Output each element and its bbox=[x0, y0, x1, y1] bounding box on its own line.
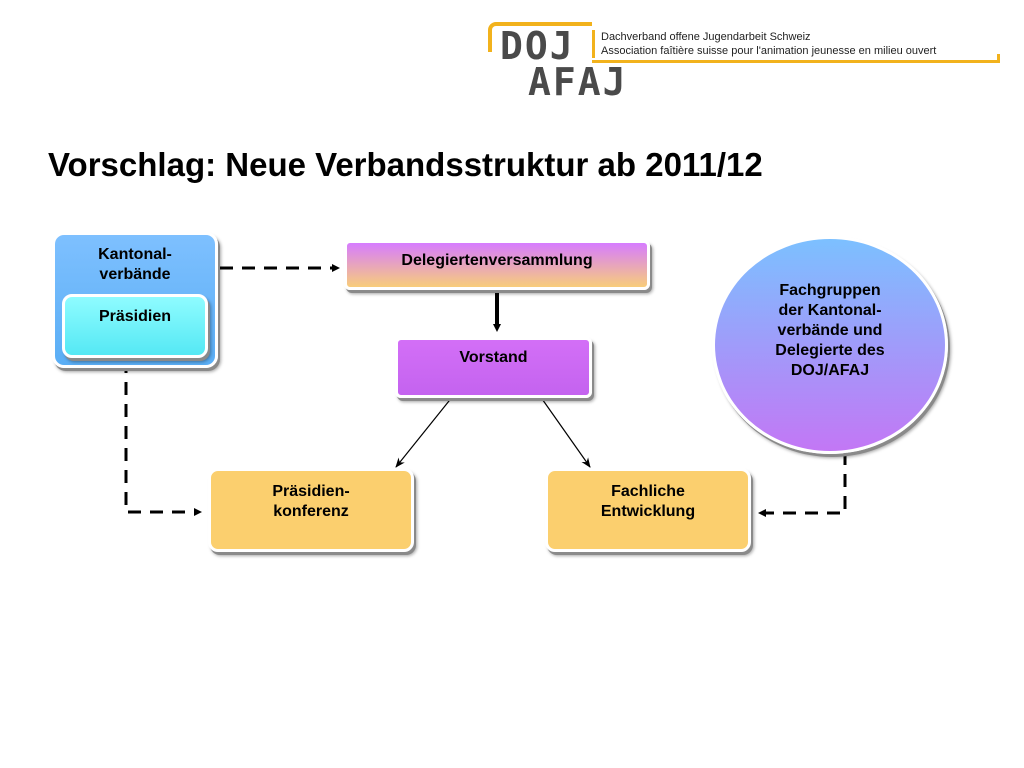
praesidien-box bbox=[62, 294, 208, 358]
praesidienkonferenz-box bbox=[208, 468, 414, 552]
fachgruppen-line-3: verbände und bbox=[777, 322, 883, 339]
delegierten-label: Delegiertenversammlung bbox=[401, 252, 593, 269]
arrow-vorstand-to-praesidienkonferenz bbox=[396, 396, 453, 467]
arrow-vorstand-to-fachliche bbox=[540, 396, 590, 467]
arrow-fachgruppen-to-fachliche bbox=[762, 452, 845, 513]
fachgruppen-line-2: der Kantonal- bbox=[778, 302, 882, 319]
fachgruppen-line-5: DOJ/AFAJ bbox=[790, 362, 870, 379]
vorstand-box bbox=[395, 337, 592, 398]
praesidienkonferenz-line-1: Präsidien- bbox=[272, 483, 350, 500]
fachliche-entwicklung-box bbox=[545, 468, 751, 552]
fachgruppen-line-1: Fachgruppen bbox=[779, 282, 881, 299]
delegiertenversammlung-box bbox=[344, 240, 650, 290]
page-title: Vorschlag: Neue Verbandsstruktur ab 2011/12 bbox=[48, 146, 763, 183]
fachgruppen-circle bbox=[712, 236, 948, 454]
fachliche-line-1: Fachliche bbox=[611, 483, 685, 500]
praesidienkonferenz-line-2: konferenz bbox=[273, 503, 349, 520]
kantonal-line-2: verbände bbox=[99, 266, 171, 283]
logo-afaj: AFAJ bbox=[528, 60, 628, 104]
fachgruppen-line-4: Delegierte des bbox=[775, 342, 885, 359]
logo-tagline-fr: Association faîtière suisse pour l'animation jeunesse en milieu ouvert bbox=[601, 45, 937, 57]
kantonal-line-1: Kantonal- bbox=[98, 246, 172, 263]
vorstand-label: Vorstand bbox=[459, 349, 528, 366]
praesidien-label: Präsidien bbox=[98, 308, 172, 325]
logo-doj: DOJ bbox=[500, 24, 575, 68]
arrow-praesidien-to-praesidienkonferenz bbox=[126, 360, 198, 512]
fachliche-line-2: Entwicklung bbox=[600, 503, 696, 520]
logo-tagline-de: Dachverband offene Jugendarbeit Schweiz bbox=[601, 31, 811, 43]
